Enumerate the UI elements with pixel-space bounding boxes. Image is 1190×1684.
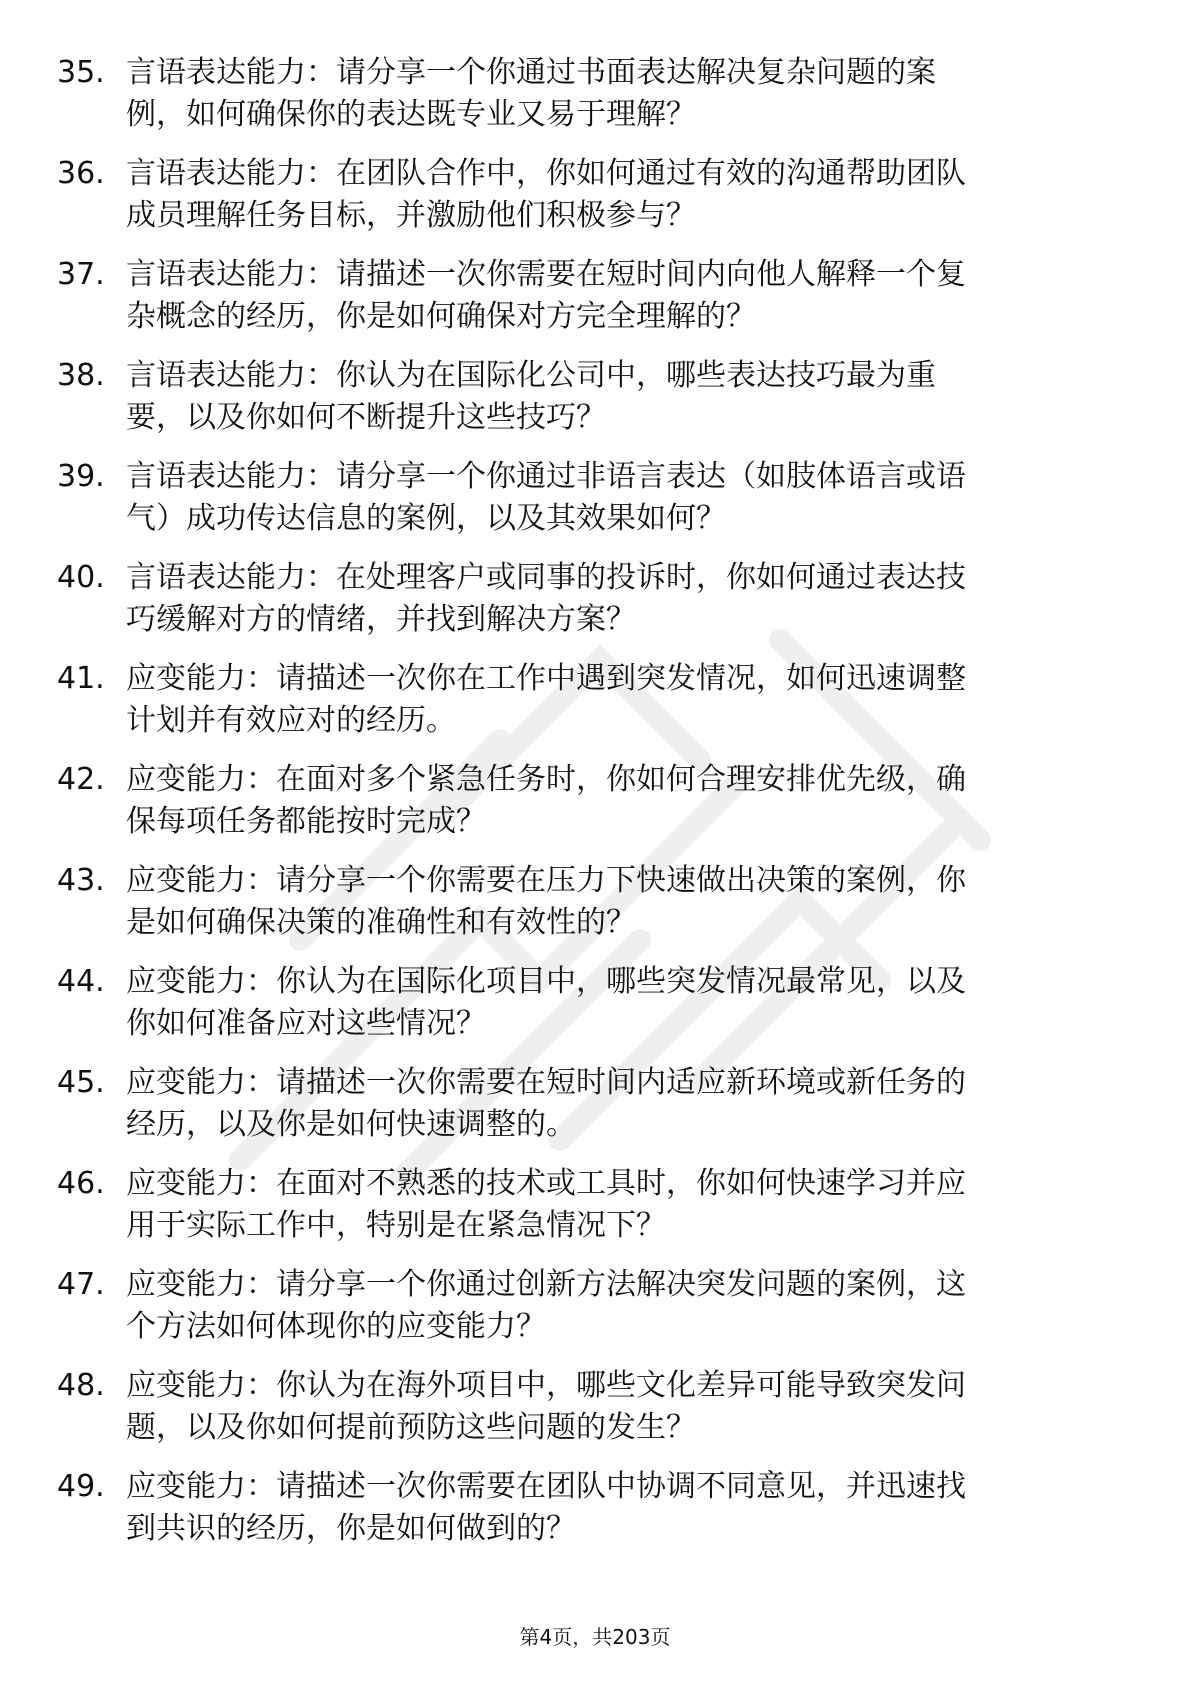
question-line: 应变能力：请分享一个你通过创新方法解决突发问题的案例，这	[126, 1267, 966, 1302]
question-text	[126, 658, 1116, 742]
list-item	[0, 1062, 1190, 1163]
question-number: 43.	[57, 863, 105, 898]
question-line: 是如何确保决策的准确性和有效性的？	[126, 905, 636, 940]
list-item	[0, 759, 1190, 860]
question-line: 保每项任务都能按时完成？	[126, 804, 486, 839]
question-line: 计划并有效应对的经历。	[126, 703, 456, 738]
question-line: 应变能力：请分享一个你需要在压力下快速做出决策的案例，你	[126, 863, 966, 898]
list-item	[0, 557, 1190, 658]
list-item	[0, 1365, 1190, 1466]
question-text	[126, 355, 1116, 439]
question-number: 49.	[57, 1469, 105, 1504]
question-text	[126, 1062, 1116, 1146]
list-item	[0, 1163, 1190, 1264]
question-line: 应变能力：请描述一次你需要在短时间内适应新环境或新任务的	[126, 1065, 966, 1100]
question-number: 48.	[57, 1368, 105, 1403]
question-number: 35.	[57, 55, 105, 90]
question-line: 言语表达能力：请分享一个你通过书面表达解决复杂问题的案	[126, 55, 936, 90]
list-item	[0, 658, 1190, 759]
question-number: 47.	[57, 1267, 105, 1302]
question-number: 39.	[57, 459, 105, 494]
question-text	[126, 961, 1116, 1045]
question-line: 言语表达能力：在处理客户或同事的投诉时，你如何通过表达技	[126, 560, 966, 595]
question-text	[126, 1466, 1116, 1550]
question-text	[126, 557, 1116, 641]
question-list	[0, 52, 1190, 1567]
question-number: 45.	[57, 1065, 105, 1100]
question-line: 要，以及你如何不断提升这些技巧？	[126, 400, 606, 435]
question-line: 言语表达能力：请描述一次你需要在短时间内向他人解释一个复	[126, 257, 966, 292]
list-item	[0, 153, 1190, 254]
question-line: 个方法如何体现你的应变能力？	[126, 1309, 546, 1344]
list-item	[0, 1264, 1190, 1365]
question-line: 到共识的经历，你是如何做到的？	[126, 1511, 576, 1546]
question-text	[126, 759, 1116, 843]
question-line: 应变能力：请描述一次你需要在团队中协调不同意见，并迅速找	[126, 1469, 966, 1504]
list-item	[0, 961, 1190, 1062]
question-line: 应变能力：你认为在海外项目中，哪些文化差异可能导致突发问	[126, 1368, 966, 1403]
question-number: 36.	[57, 156, 105, 191]
question-line: 例，如何确保你的表达既专业又易于理解？	[126, 97, 696, 132]
question-text	[126, 1264, 1116, 1348]
question-number: 37.	[57, 257, 105, 292]
question-line: 应变能力：请描述一次你在工作中遇到突发情况，如何迅速调整	[126, 661, 966, 696]
question-line: 言语表达能力：请分享一个你通过非语言表达（如肢体语言或语	[126, 459, 966, 494]
question-line: 经历，以及你是如何快速调整的。	[126, 1107, 576, 1142]
question-text	[126, 860, 1116, 944]
question-line: 杂概念的经历，你是如何确保对方完全理解的？	[126, 299, 756, 334]
question-line: 成员理解任务目标，并激励他们积极参与？	[126, 198, 696, 233]
question-number: 42.	[57, 762, 105, 797]
question-text	[126, 153, 1116, 237]
question-line: 应变能力：在面对多个紧急任务时，你如何合理安排优先级，确	[126, 762, 966, 797]
question-text	[126, 456, 1116, 540]
question-line: 巧缓解对方的情绪，并找到解决方案？	[126, 602, 636, 637]
question-line: 用于实际工作中，特别是在紧急情况下？	[126, 1208, 666, 1243]
question-line: 应变能力：在面对不熟悉的技术或工具时，你如何快速学习并应	[126, 1166, 966, 1201]
question-text	[126, 254, 1116, 338]
question-line: 你如何准备应对这些情况？	[126, 1006, 486, 1041]
question-number: 44.	[57, 964, 105, 999]
list-item	[0, 1466, 1190, 1567]
question-number: 38.	[57, 358, 105, 393]
question-line: 题，以及你如何提前预防这些问题的发生？	[126, 1410, 696, 1445]
question-line: 言语表达能力：你认为在国际化公司中，哪些表达技巧最为重	[126, 358, 936, 393]
page-footer: 第4页，共203页	[519, 1625, 671, 1649]
question-line: 言语表达能力：在团队合作中，你如何通过有效的沟通帮助团队	[126, 156, 966, 191]
question-line: 应变能力：你认为在国际化项目中，哪些突发情况最常见，以及	[126, 964, 966, 999]
question-text	[126, 1365, 1116, 1449]
list-item	[0, 52, 1190, 153]
question-line: 气）成功传达信息的案例，以及其效果如何？	[126, 501, 726, 536]
question-number: 40.	[57, 560, 105, 595]
question-number: 41.	[57, 661, 105, 696]
question-text	[126, 1163, 1116, 1247]
question-number: 46.	[57, 1166, 105, 1201]
list-item	[0, 456, 1190, 557]
list-item	[0, 860, 1190, 961]
list-item	[0, 355, 1190, 456]
question-text	[126, 52, 1116, 136]
list-item	[0, 254, 1190, 355]
